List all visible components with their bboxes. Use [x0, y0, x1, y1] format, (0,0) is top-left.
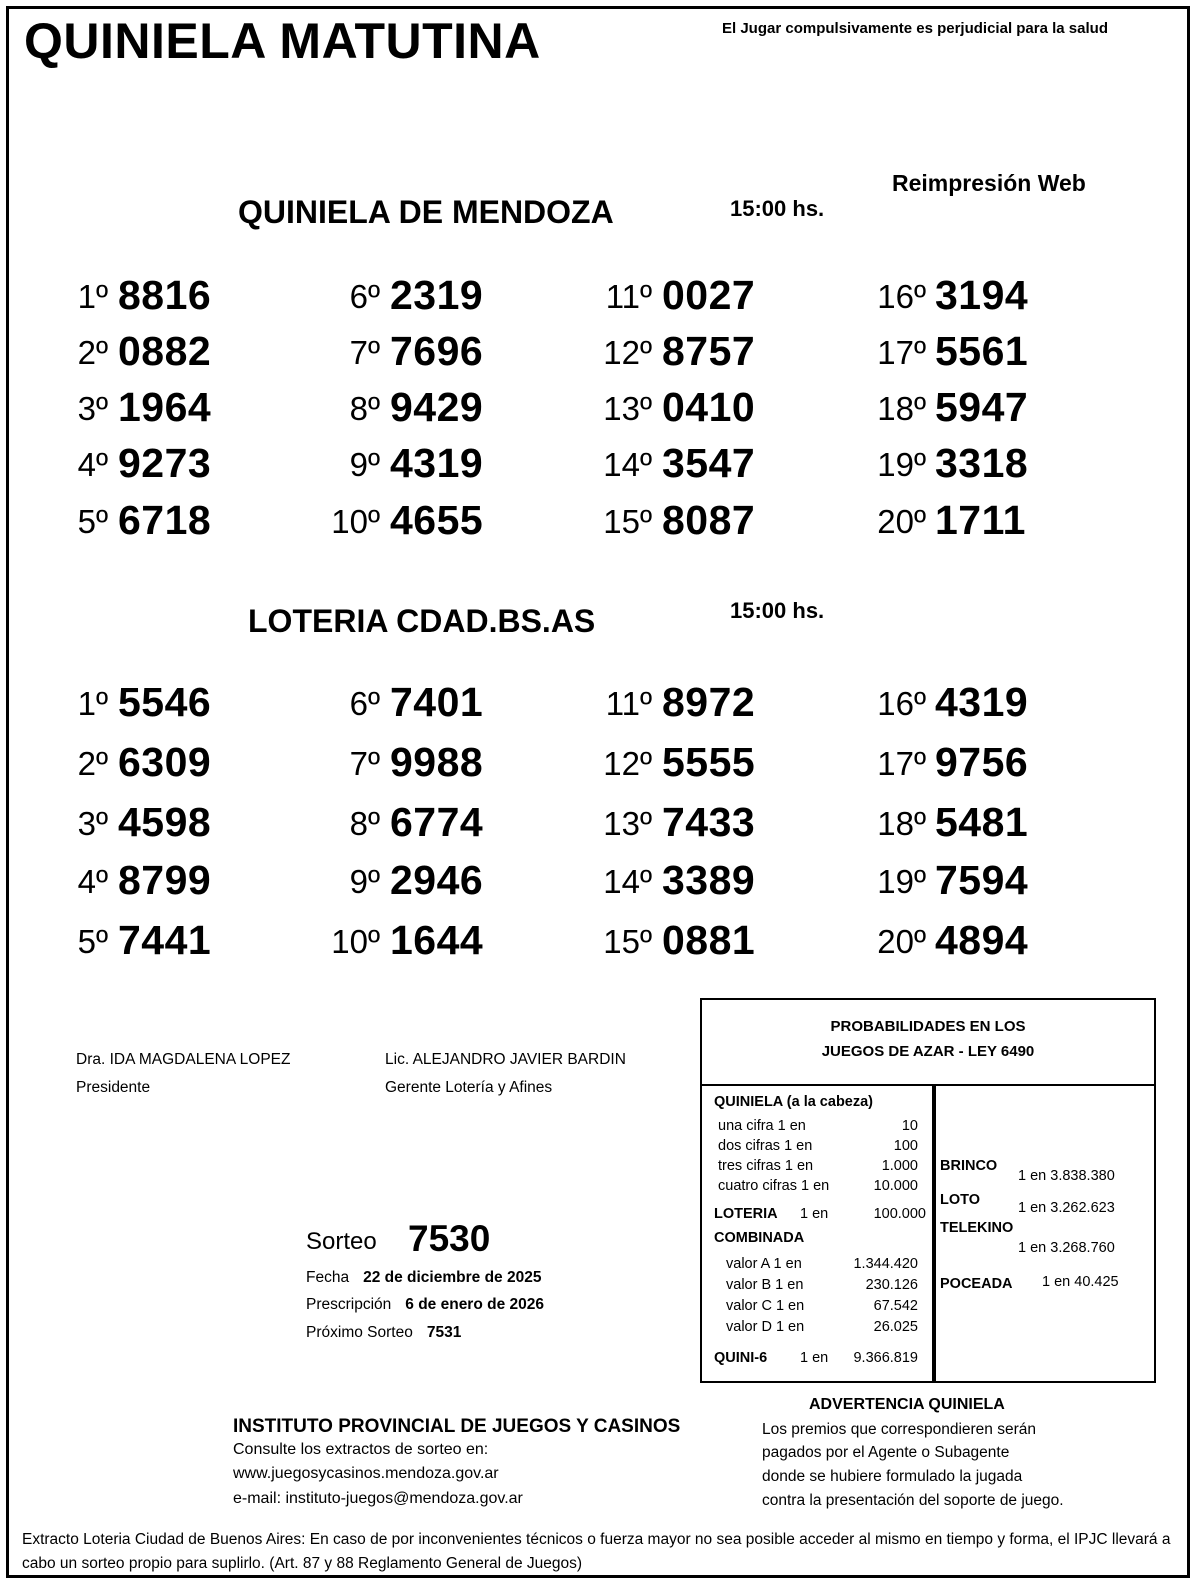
bsas-drawn-number: 0881	[662, 917, 756, 963]
mendoza-drawn-number: 5561	[935, 328, 1029, 374]
bsas-position	[310, 917, 380, 969]
mendoza-position	[310, 384, 380, 436]
proximo-label: Próximo Sorteo	[306, 1324, 413, 1341]
bsas-position-label: 5º	[77, 923, 108, 960]
bsas-result	[662, 679, 782, 731]
mendoza-position-label: 16º	[877, 278, 926, 315]
ipjc-website-link[interactable]: www.juegosycasinos.mendoza.gov.ar	[233, 1465, 499, 1482]
prob-row-label: una cifra 1 en	[718, 1118, 806, 1134]
bsas-position-label: 6º	[349, 685, 380, 722]
mendoza-position	[582, 272, 652, 324]
prob-row-label: valor C 1 en	[726, 1298, 805, 1314]
bsas-drawn-number: 6774	[390, 799, 484, 845]
bsas-position	[38, 679, 108, 731]
sorteo-label: Sorteo	[306, 1228, 377, 1255]
poceada-prob-label: POCEADA	[940, 1276, 1013, 1292]
mendoza-result	[662, 272, 782, 324]
mendoza-result	[390, 328, 510, 380]
mendoza-drawn-number: 3318	[935, 440, 1029, 486]
bsas-result	[662, 799, 782, 851]
mendoza-position-label: 9º	[349, 446, 380, 483]
mendoza-drawn-number: 0410	[662, 384, 756, 430]
fecha-label: Fecha	[306, 1269, 350, 1286]
mendoza-result	[390, 440, 510, 492]
bsas-position-label: 10º	[331, 923, 380, 960]
mendoza-drawn-number: 0882	[118, 328, 212, 374]
bsas-position-label: 4º	[77, 863, 108, 900]
mendoza-position-label: 20º	[877, 503, 926, 540]
mendoza-drawn-number: 0027	[662, 272, 756, 318]
bsas-position	[582, 917, 652, 969]
bsas-drawn-number: 5555	[662, 739, 756, 785]
bsas-result	[118, 679, 238, 731]
bsas-position-label: 3º	[77, 805, 108, 842]
prob-row-value: 230.126	[865, 1277, 918, 1293]
mendoza-position-label: 19º	[877, 446, 926, 483]
bsas-drawn-number: 1644	[390, 917, 484, 963]
mendoza-drawn-number: 3547	[662, 440, 756, 486]
bsas-position	[38, 917, 108, 969]
bsas-draw-time: 15:00 hs.	[730, 598, 825, 623]
prob-row-value: 10.000	[873, 1178, 918, 1194]
bsas-result	[390, 679, 510, 731]
quini6-prob-value: 9.366.819	[853, 1350, 918, 1366]
bsas-drawn-number: 7433	[662, 799, 756, 845]
loto-prob-value: 1 en 3.262.623	[1018, 1200, 1115, 1216]
probabilities-title-line2: JUEGOS DE AZAR - LEY 6490	[821, 1043, 1035, 1060]
bsas-position-label: 12º	[603, 745, 652, 782]
mendoza-position-label: 6º	[349, 278, 380, 315]
proximo-value: 7531	[426, 1324, 462, 1341]
combinada-prob-label: COMBINADA	[714, 1230, 805, 1246]
bsas-position-label: 20º	[877, 923, 926, 960]
bsas-position-label: 14º	[603, 863, 652, 900]
mendoza-result	[662, 497, 782, 549]
sorteo-number: 7530	[408, 1218, 491, 1259]
mendoza-position-label: 15º	[603, 503, 652, 540]
mendoza-result	[390, 497, 510, 549]
mendoza-result	[662, 440, 782, 492]
bsas-result	[935, 917, 1055, 969]
brinco-prob-value: 1 en 3.838.380	[1018, 1168, 1115, 1184]
mendoza-position-label: 10º	[331, 503, 380, 540]
bsas-result	[935, 679, 1055, 731]
mendoza-position	[582, 384, 652, 436]
mendoza-drawn-number: 9429	[390, 384, 484, 430]
bsas-drawn-number: 2946	[390, 857, 484, 903]
probabilities-header	[702, 1000, 1154, 1086]
prescripcion-label: Prescripción	[306, 1296, 392, 1313]
mendoza-position	[582, 497, 652, 549]
probabilities-divider	[932, 1084, 936, 1381]
mendoza-position-label: 18º	[877, 390, 926, 427]
prob-row-value: 100	[893, 1138, 918, 1154]
bsas-position	[856, 799, 926, 851]
bsas-position	[856, 679, 926, 731]
mendoza-position	[856, 440, 926, 492]
mendoza-result	[935, 384, 1055, 436]
bsas-position-label: 1º	[77, 685, 108, 722]
mendoza-position-label: 7º	[349, 334, 380, 371]
mendoza-draw-time: 15:00 hs.	[730, 196, 825, 221]
fecha-value: 22 de diciembre de 2025	[363, 1269, 542, 1286]
reprint-label: Reimpresión Web	[892, 170, 1086, 196]
bsas-drawn-number: 3389	[662, 857, 756, 903]
bsas-result	[935, 799, 1055, 851]
bsas-drawn-number: 8799	[118, 857, 212, 903]
bsas-position	[38, 799, 108, 851]
mendoza-drawn-number: 3194	[935, 272, 1029, 318]
bsas-result	[118, 799, 238, 851]
bsas-result	[935, 739, 1055, 791]
mendoza-result	[935, 497, 1055, 549]
bsas-result	[390, 799, 510, 851]
bsas-result	[118, 857, 238, 909]
mendoza-position	[310, 328, 380, 380]
bsas-result	[935, 857, 1055, 909]
mendoza-drawn-number: 5947	[935, 384, 1029, 430]
loto-prob-label: LOTO	[940, 1192, 981, 1208]
quiniela-prob-label: QUINIELA (a la cabeza)	[714, 1094, 874, 1110]
bsas-position-label: 2º	[77, 745, 108, 782]
advertencia-title: ADVERTENCIA QUINIELA	[809, 1396, 1005, 1413]
manager-name: Lic. ALEJANDRO JAVIER BARDIN	[385, 1051, 626, 1068]
prob-row-label: valor A 1 en	[726, 1256, 802, 1272]
mendoza-result	[118, 328, 238, 380]
mendoza-result	[662, 384, 782, 436]
mendoza-position	[582, 328, 652, 380]
mendoza-drawn-number: 7696	[390, 328, 484, 374]
prescripcion-value: 6 de enero de 2026	[405, 1296, 544, 1313]
mendoza-position	[310, 272, 380, 324]
mendoza-position-label: 11º	[605, 278, 652, 315]
bsas-drawn-number: 9988	[390, 739, 484, 785]
advertencia-line: Los premios que correspondieren serán	[762, 1421, 1036, 1438]
bsas-position-label: 18º	[877, 805, 926, 842]
probabilities-title-line1: PROBABILIDADES EN LOS	[830, 1018, 1026, 1035]
mendoza-drawn-number: 8757	[662, 328, 756, 374]
bsas-drawn-number: 5481	[935, 799, 1029, 845]
signature-president	[76, 1046, 290, 1102]
mendoza-drawn-number: 1711	[935, 497, 1026, 543]
bsas-position-label: 16º	[877, 685, 926, 722]
prob-row-value: 1.344.420	[853, 1256, 918, 1272]
telekino-prob-label: TELEKINO	[940, 1220, 1014, 1236]
bsas-position	[582, 739, 652, 791]
bsas-position-label: 9º	[349, 863, 380, 900]
bsas-drawn-number: 6309	[118, 739, 212, 785]
mendoza-result	[118, 440, 238, 492]
prob-row-label: valor B 1 en	[726, 1277, 804, 1293]
mendoza-position-label: 13º	[603, 390, 652, 427]
mendoza-position	[856, 497, 926, 549]
mendoza-position-label: 12º	[603, 334, 652, 371]
mendoza-position-label: 2º	[77, 334, 108, 371]
bsas-position	[582, 799, 652, 851]
ipjc-consult-text: Consulte los extractos de sorteo en:	[233, 1441, 489, 1458]
bsas-result	[662, 857, 782, 909]
ipjc-email-link[interactable]: e-mail: instituto-juegos@mendoza.gov.ar	[233, 1490, 523, 1507]
prob-row-value: 67.542	[873, 1298, 918, 1314]
bsas-position-label: 7º	[349, 745, 380, 782]
bsas-result	[118, 917, 238, 969]
bsas-drawn-number: 9756	[935, 739, 1029, 785]
bsas-result	[118, 739, 238, 791]
mendoza-result	[935, 328, 1055, 380]
bsas-drawn-number: 7401	[390, 679, 484, 725]
quini6-prob-text: 1 en	[800, 1350, 829, 1366]
bsas-result	[390, 857, 510, 909]
mendoza-position	[856, 384, 926, 436]
president-name: Dra. IDA MAGDALENA LOPEZ	[76, 1051, 291, 1068]
mendoza-result	[935, 440, 1055, 492]
probabilities-box	[700, 998, 1156, 1383]
bsas-position	[856, 857, 926, 909]
bsas-position-label: 15º	[603, 923, 652, 960]
bsas-position-label: 17º	[877, 745, 926, 782]
mendoza-position	[856, 272, 926, 324]
bsas-position-label: 19º	[877, 863, 926, 900]
bsas-result	[662, 917, 782, 969]
prescripcion-row	[306, 1296, 544, 1314]
manager-role: Gerente Lotería y Afines	[385, 1079, 553, 1096]
bsas-position	[38, 857, 108, 909]
prob-row-label: tres cifras 1 en	[718, 1158, 814, 1174]
mendoza-position	[582, 440, 652, 492]
mendoza-position-label: 14º	[603, 446, 652, 483]
prob-row-value: 1.000	[881, 1158, 918, 1174]
mendoza-position-label: 3º	[77, 390, 108, 427]
poceada-prob-value: 1 en 40.425	[1042, 1274, 1119, 1290]
fecha-row	[306, 1269, 541, 1287]
bsas-position-label: 13º	[603, 805, 652, 842]
bsas-position-label: 8º	[349, 805, 380, 842]
mendoza-drawn-number: 2319	[390, 272, 484, 318]
footer-note: Extracto Loteria Ciudad de Buenos Aires: En caso de por inconvenientes técnicos o fuerza mayor no sea posible acceder al mismo en tiempo y forma, el IPJC llevará a cabo un sorteo propio para suplirlo. (Art. 87 y 88 Reglamento General de Juegos)	[22, 1531, 1171, 1572]
prob-row-value: 10	[901, 1118, 918, 1134]
mendoza-drawn-number: 4319	[390, 440, 484, 486]
ipjc-title: INSTITUTO PROVINCIAL DE JUEGOS Y CASINOS	[233, 1416, 681, 1437]
mendoza-drawn-number: 9273	[118, 440, 212, 486]
mendoza-position	[310, 440, 380, 492]
mendoza-position-label: 4º	[77, 446, 108, 483]
bsas-position	[582, 679, 652, 731]
bsas-position	[38, 739, 108, 791]
mendoza-result	[390, 272, 510, 324]
mendoza-result	[935, 272, 1055, 324]
mendoza-drawn-number: 6718	[118, 497, 212, 543]
bsas-drawn-number: 7441	[118, 917, 212, 963]
bsas-drawn-number: 5546	[118, 679, 212, 725]
quini6-prob-label: QUINI-6	[714, 1350, 768, 1366]
bsas-result	[390, 917, 510, 969]
prob-row-value: 26.025	[873, 1319, 918, 1335]
prob-row-label: valor D 1 en	[726, 1319, 805, 1335]
mendoza-section-title: QUINIELA DE MENDOZA	[238, 194, 614, 230]
mendoza-position-label: 17º	[877, 334, 926, 371]
mendoza-position	[38, 440, 108, 492]
advertencia-line: contra la presentación del soporte de juego.	[762, 1492, 1064, 1509]
advertencia-line: pagados por el Agente o Subagente	[762, 1444, 1010, 1461]
bsas-result	[662, 739, 782, 791]
mendoza-position-label: 8º	[349, 390, 380, 427]
bsas-position	[310, 857, 380, 909]
mendoza-drawn-number: 8816	[118, 272, 212, 318]
bsas-position	[856, 917, 926, 969]
bsas-result	[390, 739, 510, 791]
brinco-prob-label: BRINCO	[940, 1158, 998, 1174]
mendoza-result	[118, 384, 238, 436]
signature-manager	[385, 1046, 626, 1102]
mendoza-position-label: 5º	[77, 503, 108, 540]
mendoza-position	[310, 497, 380, 549]
mendoza-position	[38, 384, 108, 436]
mendoza-drawn-number: 8087	[662, 497, 756, 543]
mendoza-position	[38, 497, 108, 549]
mendoza-position	[38, 328, 108, 380]
health-warning: El Jugar compulsivamente es perjudicial para la salud	[722, 20, 1108, 37]
mendoza-position	[856, 328, 926, 380]
loteria-prob-label: LOTERIA	[714, 1206, 778, 1222]
mendoza-position-label: 1º	[77, 278, 108, 315]
bsas-drawn-number: 4319	[935, 679, 1029, 725]
mendoza-result	[118, 272, 238, 324]
mendoza-result	[118, 497, 238, 549]
mendoza-result	[662, 328, 782, 380]
bsas-section-title: LOTERIA CDAD.BS.AS	[248, 603, 596, 639]
bsas-drawn-number: 8972	[662, 679, 756, 725]
bsas-drawn-number: 7594	[935, 857, 1029, 903]
telekino-prob-value: 1 en 3.268.760	[1018, 1240, 1115, 1256]
prob-row-label: dos cifras 1 en	[718, 1138, 813, 1154]
advertencia-line: donde se hubiere formulado la jugada	[762, 1468, 1023, 1485]
bsas-position	[310, 799, 380, 851]
bsas-position-label: 11º	[605, 685, 652, 722]
bsas-drawn-number: 4894	[935, 917, 1029, 963]
president-role: Presidente	[76, 1079, 151, 1096]
loteria-prob-text: 1 en	[800, 1206, 829, 1222]
prob-row-label: cuatro cifras 1 en	[718, 1178, 830, 1194]
loteria-prob-value: 100.000	[873, 1206, 926, 1222]
bsas-position	[856, 739, 926, 791]
bsas-drawn-number: 4598	[118, 799, 212, 845]
mendoza-result	[390, 384, 510, 436]
bsas-position	[310, 739, 380, 791]
proximo-row	[306, 1324, 461, 1342]
mendoza-position	[38, 272, 108, 324]
bsas-position	[310, 679, 380, 731]
bsas-position	[582, 857, 652, 909]
page-title: QUINIELA MATUTINA	[24, 13, 541, 69]
mendoza-drawn-number: 1964	[118, 384, 212, 430]
mendoza-drawn-number: 4655	[390, 497, 484, 543]
